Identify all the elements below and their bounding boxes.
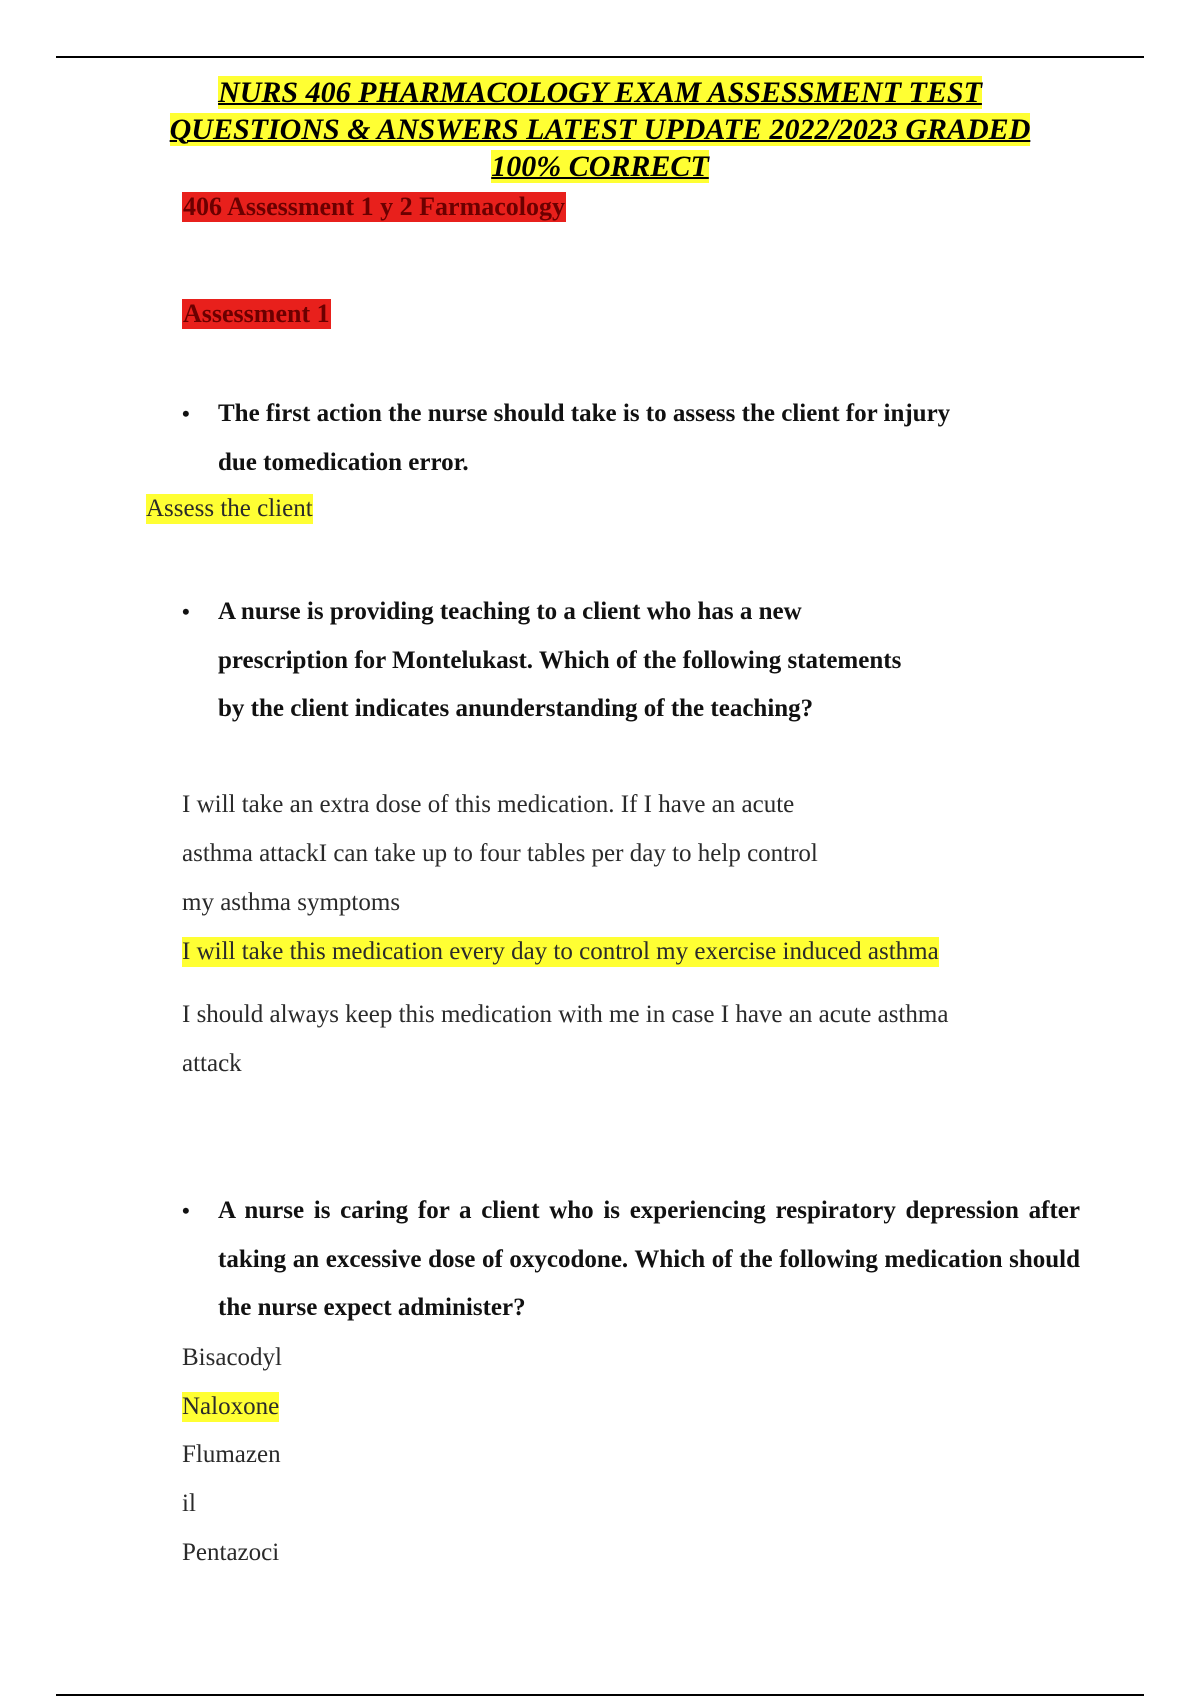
q1-answer-1: Assess the client	[146, 495, 313, 522]
title-line-1: NURS 406 PHARMACOLOGY EXAM ASSESSMENT TEST	[218, 76, 982, 109]
document-title	[120, 74, 1080, 185]
q2-answer-line-6: attack	[182, 1050, 242, 1077]
q2-answer-line-3: my asthma symptoms	[182, 889, 401, 916]
question-2	[182, 588, 918, 734]
q3-answer-1: Bisacodyl	[182, 1344, 282, 1371]
q2-answer-line-5: I should always keep this medication with me in case I have an acute asthma	[182, 1001, 949, 1028]
title-line-3: 100% CORRECT	[491, 150, 709, 183]
bullet-icon: •	[182, 401, 190, 426]
question-3-text: A nurse is caring for a client who is experiencing respiratory depression after taking an excessive dose of oxycodone. Which of the following medication should the nurse expect administer?	[218, 1197, 1080, 1321]
q3-answer-2: Naloxone	[182, 1393, 280, 1420]
question-1	[182, 390, 978, 487]
section-label: 406 Assessment 1 y 2 Farmacology	[183, 192, 566, 221]
q2-answer-line-1: I will take an extra dose of this medication. If I have an acute	[182, 791, 795, 818]
bullet-icon: •	[182, 1198, 190, 1223]
question-3	[182, 1187, 1080, 1333]
bottom-rule	[56, 1694, 1144, 1696]
q3-answer-3: Flumazen	[182, 1441, 281, 1468]
q3-answer-4: il	[182, 1490, 196, 1517]
bullet-icon: •	[182, 599, 190, 624]
q2-answer-line-4: I will take this medication every day to control my exercise induced asthma	[182, 938, 939, 965]
question-1-text: The first action the nurse should take is to assess the client for injury due tomedication error.	[218, 400, 951, 476]
q3-answer-5: Pentazoci	[182, 1539, 280, 1566]
title-line-2: QUESTIONS & ANSWERS LATEST UPDATE 2022/2023 GRADED	[169, 113, 1031, 146]
question-2-text: A nurse is providing teaching to a client who has a new prescription for Montelukast. Which of the following statements by the client indicates anunderstanding of the teaching?	[218, 598, 902, 722]
subsection-label: Assessment 1	[183, 299, 330, 328]
q2-answer-line-2: asthma attackI can take up to four tables per day to help control	[182, 840, 818, 867]
top-rule	[56, 56, 1144, 58]
